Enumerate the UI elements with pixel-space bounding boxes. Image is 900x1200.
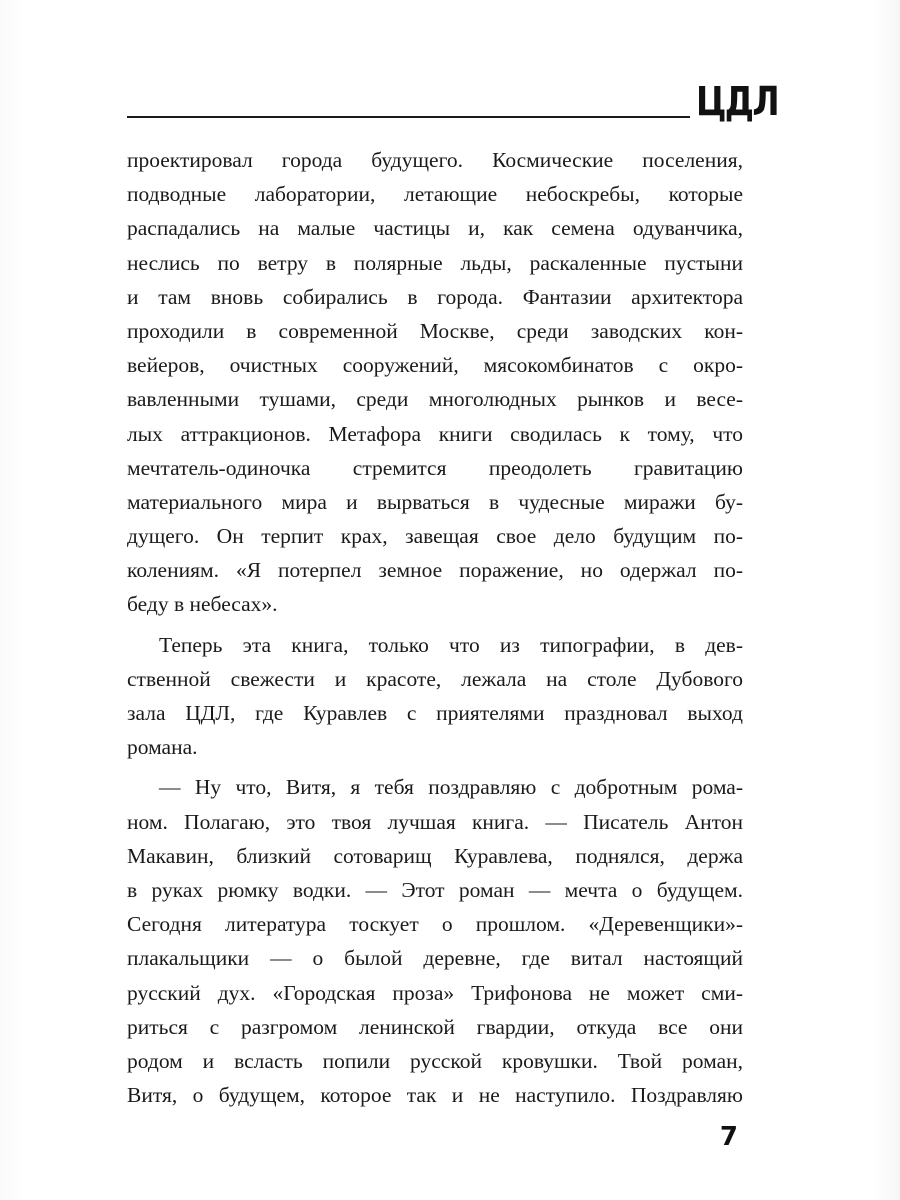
text-line: Теперь эта книга, только что из типографии, в дев- bbox=[159, 632, 743, 657]
text-line: вейеров, очистных сооружений, мясокомбинатов с окро- bbox=[127, 353, 743, 378]
text-line: распадались на малые частицы и, как семена одуванчика, bbox=[127, 216, 743, 241]
paragraph bbox=[127, 628, 743, 765]
text-line: романа. bbox=[127, 735, 198, 760]
header-rule bbox=[127, 116, 690, 118]
page-number: 7 bbox=[719, 1122, 738, 1152]
paragraph bbox=[127, 770, 743, 1112]
text-line: вавленными тушами, среди многолюдных рынков и весе- bbox=[127, 387, 743, 412]
text-line: материального мира и вырваться в чудесные миражи бу- bbox=[127, 489, 743, 514]
text-line: мечтатель-одиночка стремится преодолеть гравитацию bbox=[127, 455, 743, 480]
paragraph bbox=[127, 143, 743, 622]
text-line: — Ну что, Витя, я тебя поздравляю с добротным рома- bbox=[159, 775, 743, 800]
text-line: проектировал города будущего. Космические поселения, bbox=[127, 148, 743, 172]
text-line: неслись по ветру в полярные льды, раскаленные пустыни bbox=[127, 250, 743, 275]
text-line: подводные лаборатории, летающие небоскребы, которые bbox=[127, 182, 743, 207]
running-head: ЦДЛ bbox=[696, 79, 778, 125]
text-line: в руках рюмку водки. — Этот роман — мечта о будущем. bbox=[127, 877, 743, 902]
text-line: русский дух. «Городская проза» Трифонова не может сми- bbox=[127, 980, 743, 1005]
text-line: дущего. Он терпит крах, завещая свое дело будущим по- bbox=[127, 524, 743, 549]
body-text bbox=[127, 143, 743, 1112]
text-line: Сегодня литература тоскует о прошлом. «Деревенщики»- bbox=[127, 912, 743, 937]
text-line: проходили в современной Москве, среди заводских кон- bbox=[127, 318, 743, 343]
text-line: лых аттракционов. Метафора книги сводилась к тому, что bbox=[127, 421, 743, 446]
text-line: риться с разгромом ленинской гвардии, откуда все они bbox=[127, 1014, 743, 1039]
text-line: беду в небесах». bbox=[127, 592, 278, 617]
text-line: плакальщики — о былой деревне, где витал настоящий bbox=[127, 946, 743, 971]
text-line: Макавин, близкий сотоварищ Куравлева, поднялся, держа bbox=[127, 843, 743, 868]
text-line: Витя, о будущем, которое так и не наступило. Поздравляю bbox=[127, 1083, 743, 1108]
text-line: ственной свежести и красоте, лежала на столе Дубового bbox=[127, 666, 743, 691]
text-line: зала ЦДЛ, где Куравлев с приятелями праздновал выход bbox=[127, 701, 743, 725]
text-line: родом и всласть попили русской кровушки. Твой роман, bbox=[127, 1048, 743, 1073]
text-line: колениям. «Я потерпел земное поражение, но одержал по- bbox=[127, 558, 743, 583]
text-line: ном. Полагаю, это твоя лучшая книга. — Писатель Антон bbox=[127, 809, 743, 834]
text-line: и там вновь собирались в города. Фантазии архитектора bbox=[127, 284, 743, 309]
